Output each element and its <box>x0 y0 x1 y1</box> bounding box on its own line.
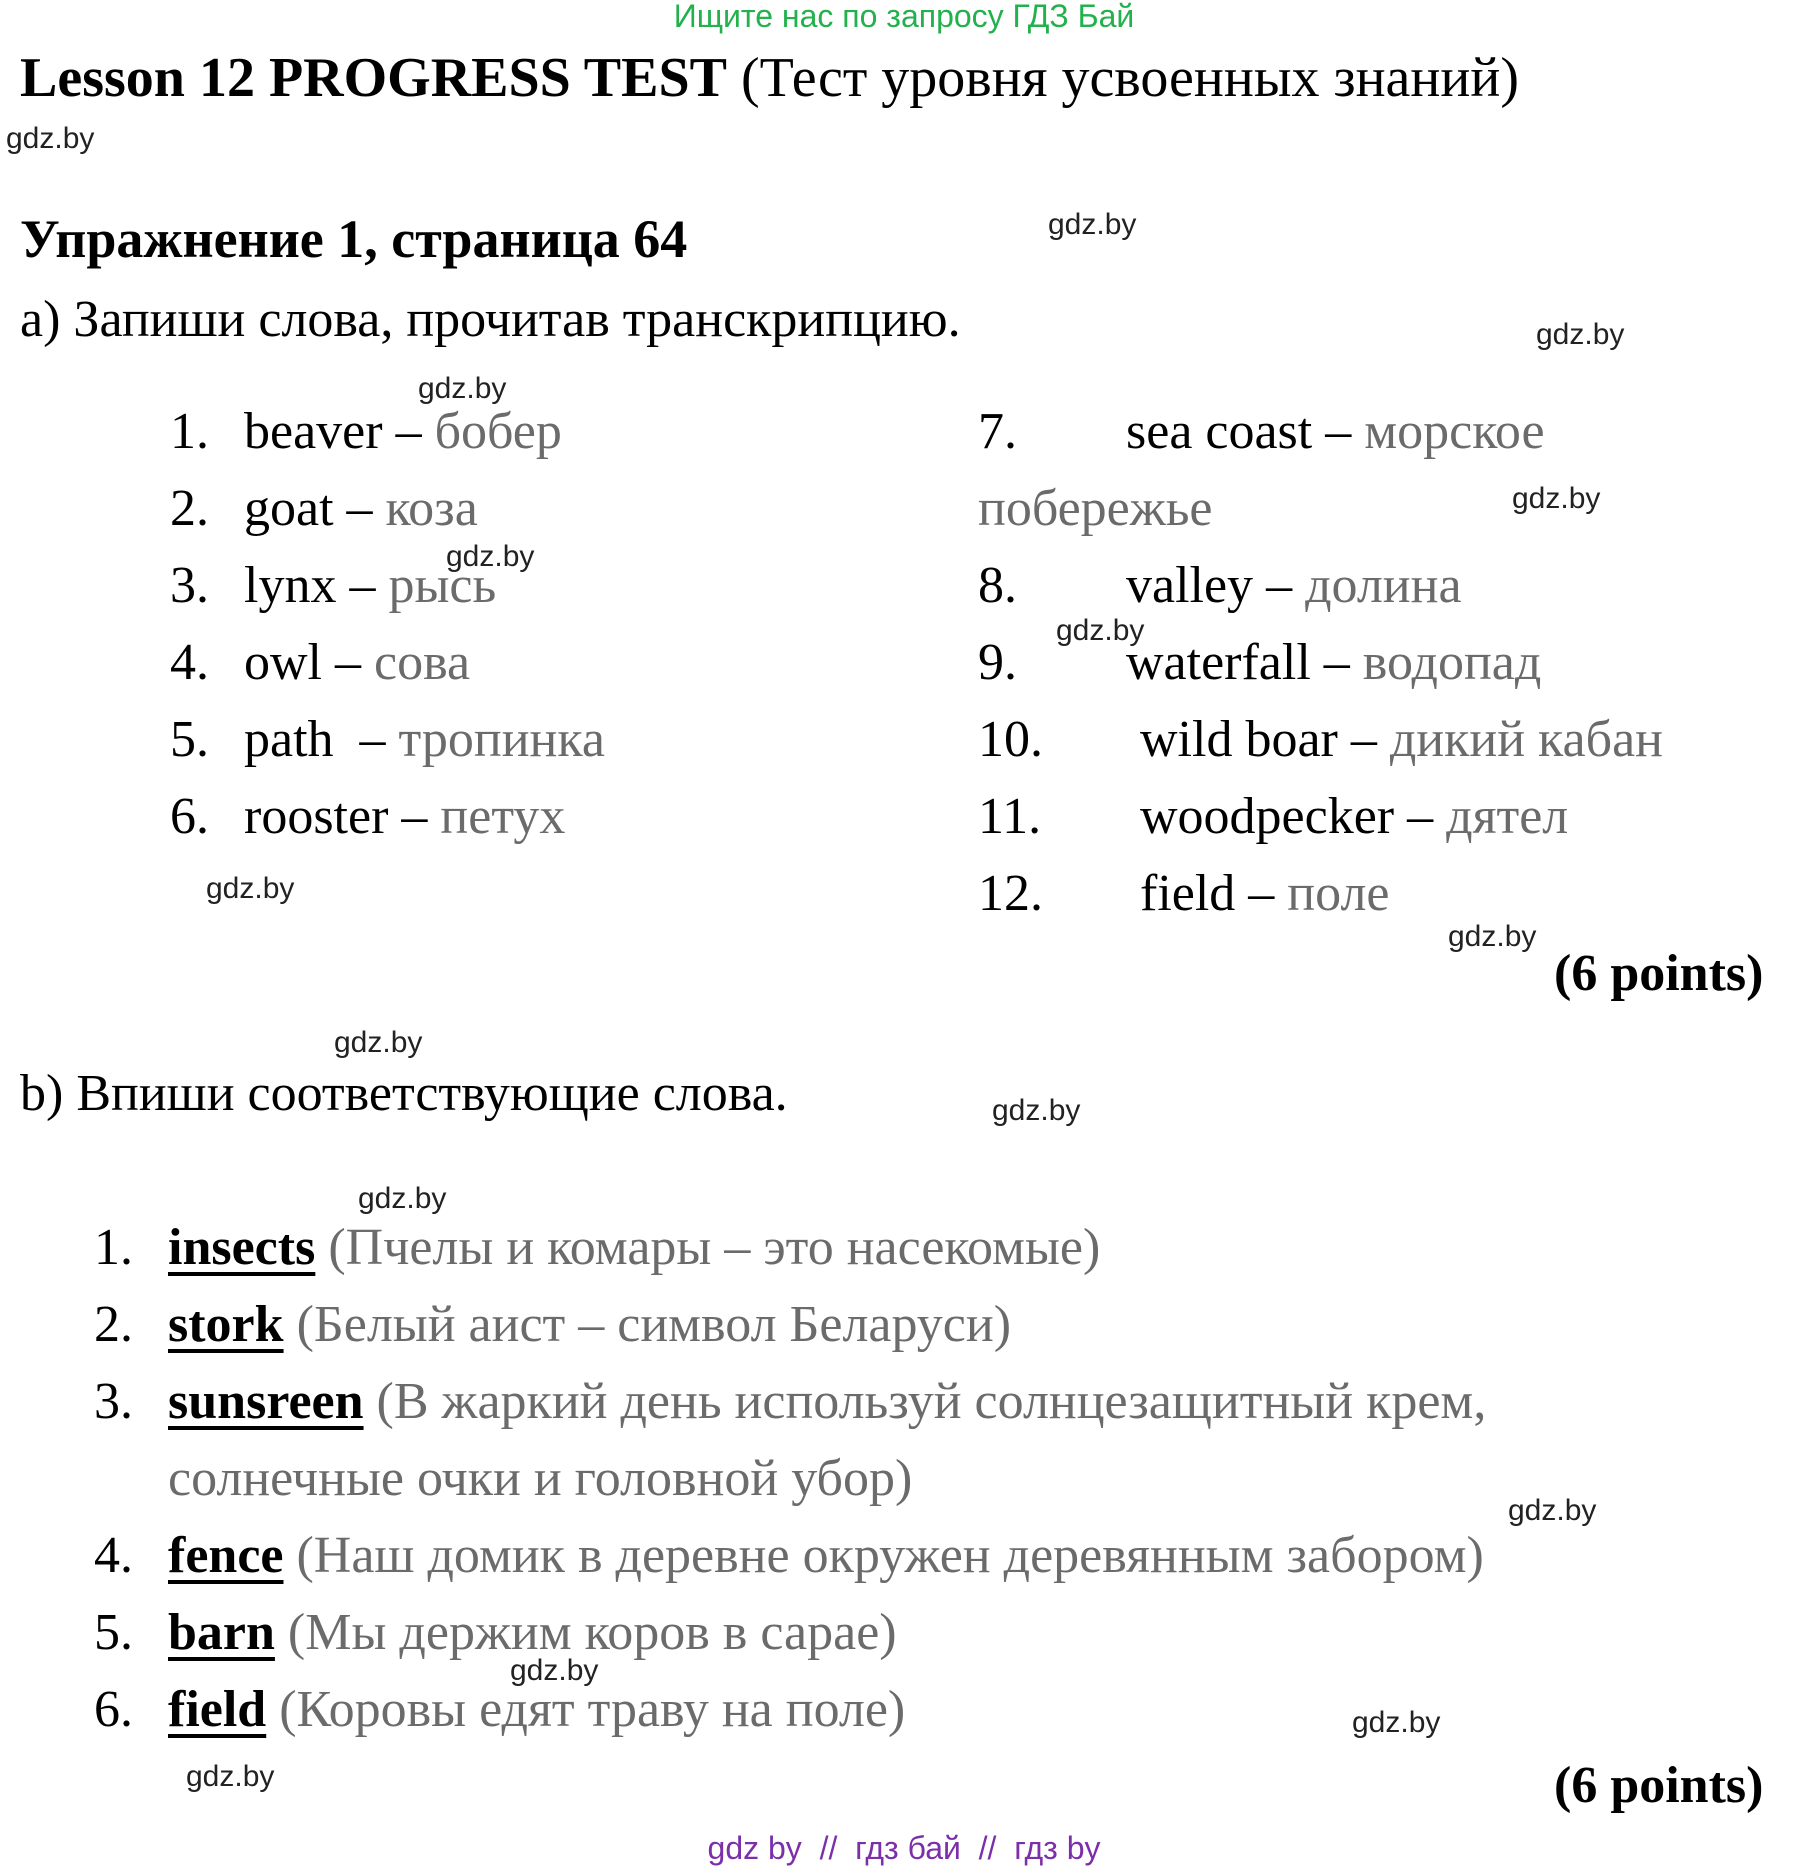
list-item: 2. goat – коза <box>170 480 478 537</box>
watermark: gdz.by <box>6 122 95 155</box>
list-item: 4. owl – сова <box>170 634 471 691</box>
page-title-bold: Lesson 12 PROGRESS TEST <box>20 47 727 109</box>
list-item: 2. stork (Белый аист – символ Беларуси) <box>94 1296 1012 1353</box>
exercise-title: Упражнение 1, страница 64 <box>20 209 688 269</box>
watermark: gdz.by <box>206 872 295 905</box>
part-a-task: a) Запиши слова, прочитав транскрипцию. <box>20 291 961 348</box>
list-item: 7. sea coast – морское <box>978 403 1545 460</box>
footer-watermark: gdz by // гдз бай // гдз by <box>707 1830 1101 1866</box>
list-item: 6. field (Коровы едят траву на поле) <box>94 1681 906 1738</box>
list-item-continuation: солнечные очки и головной убор) <box>168 1450 913 1507</box>
list-item: 11. woodpecker – дятел <box>978 788 1569 845</box>
part-b-task: b) Впиши соответствующие слова. <box>20 1065 788 1122</box>
watermark: gdz.by <box>1508 1494 1597 1527</box>
watermark: gdz.by <box>510 1654 599 1687</box>
watermark: gdz.by <box>992 1094 1081 1127</box>
watermark: gdz.by <box>418 372 507 405</box>
watermark: gdz.by <box>1048 208 1137 241</box>
watermark: gdz.by <box>186 1760 275 1793</box>
list-item: 10. wild boar – дикий кабан <box>978 711 1663 768</box>
watermark: gdz.by <box>358 1182 447 1215</box>
part-b-points: (6 points) <box>1554 1757 1764 1814</box>
watermark: gdz.by <box>1448 920 1537 953</box>
list-item: 3. lynx – рысь <box>170 557 497 614</box>
watermark: gdz.by <box>1536 318 1625 351</box>
list-item: 8. valley – долина <box>978 557 1462 614</box>
list-item: 5. barn (Мы держим коров в сарае) <box>94 1604 897 1661</box>
watermark: gdz.by <box>446 540 535 573</box>
list-item: 1. beaver – бобер <box>170 403 562 460</box>
watermark: gdz.by <box>334 1026 423 1059</box>
list-item: 9. waterfall – водопад <box>978 634 1542 691</box>
watermark: gdz.by <box>1352 1706 1441 1739</box>
top-banner: Ищите нас по запросу ГДЗ Бай <box>673 0 1135 34</box>
page-title-subtitle: (Тест уровня усвоенных знаний) <box>740 47 1519 109</box>
watermark: gdz.by <box>1056 614 1145 647</box>
list-item: 5. path – тропинка <box>170 711 605 768</box>
list-item: 3. sunsreen (В жаркий день используй солнцезащитный крем, <box>94 1373 1487 1430</box>
list-item: 12. field – поле <box>978 865 1390 922</box>
page-title <box>20 46 1519 110</box>
list-item: 6. rooster – петух <box>170 788 566 845</box>
list-item: 1. insects (Пчелы и комары – это насекомые) <box>94 1219 1101 1276</box>
part-a-points: (6 points) <box>1554 945 1764 1002</box>
list-item-continuation: побережье <box>978 480 1213 537</box>
list-item: 4. fence (Наш домик в деревне окружен деревянным забором) <box>94 1527 1484 1584</box>
watermark: gdz.by <box>1512 482 1601 515</box>
